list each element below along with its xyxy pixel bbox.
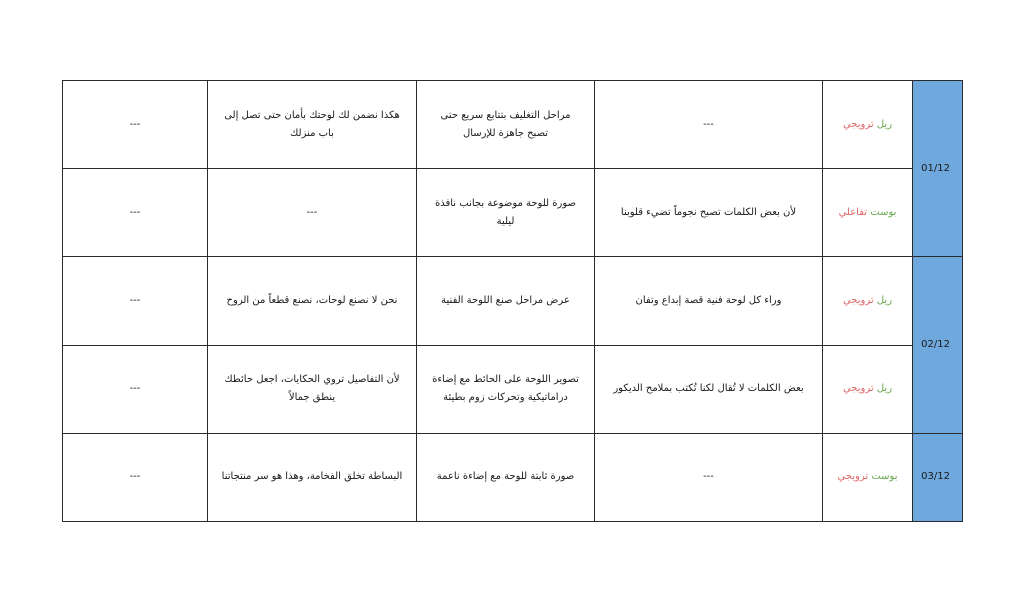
post-type-cell bbox=[823, 169, 913, 257]
copy-text-cell: لأن التفاصيل تروي الحكايات، اجعل حائطك ينطق جمالاً bbox=[208, 345, 417, 433]
post-type-cell bbox=[823, 81, 913, 169]
post-type-primary: ريل bbox=[876, 118, 893, 130]
post-type-secondary: ترويجي bbox=[837, 471, 869, 483]
table-row bbox=[63, 433, 963, 521]
table-row bbox=[63, 81, 963, 169]
post-type-primary: بوست bbox=[871, 471, 898, 483]
post-type-secondary: تفاعلي bbox=[838, 206, 868, 218]
notes-cell: --- bbox=[63, 345, 208, 433]
visual-description-cell: صورة للوحة موضوعة بجانب نافذة ليلية bbox=[417, 169, 595, 257]
date-cell: 02/12 bbox=[913, 257, 963, 433]
post-type-cell bbox=[823, 433, 913, 521]
visual-description-cell: عرض مراحل صنع اللوحة الفنية bbox=[417, 257, 595, 345]
notes-cell: --- bbox=[63, 257, 208, 345]
visual-description-cell: صورة ثابتة للوحة مع إضاءة ناعمة bbox=[417, 433, 595, 521]
caption-cell: وراء كل لوحة فنية قصة إبداع وتفان bbox=[595, 257, 823, 345]
table-row bbox=[63, 257, 963, 345]
post-type-cell bbox=[823, 257, 913, 345]
copy-text-cell: نحن لا نصنع لوحات، نصنع قطعاً من الروح bbox=[208, 257, 417, 345]
post-type-secondary: ترويجي bbox=[842, 118, 874, 130]
notes-cell: --- bbox=[63, 169, 208, 257]
copy-text-cell: --- bbox=[208, 169, 417, 257]
post-type-primary: ريل bbox=[876, 294, 893, 306]
visual-description-cell: مراحل التغليف بتتابع سريع حتى تصبح جاهزة للإرسال bbox=[417, 81, 595, 169]
copy-text-cell: البساطة تخلق الفخامة، وهذا هو سر منتجاتنا bbox=[208, 433, 417, 521]
caption-cell: لأن بعض الكلمات تصبح نجوماً تضيء قلوبنا bbox=[595, 169, 823, 257]
post-type-secondary: ترويجي bbox=[842, 294, 874, 306]
post-type-secondary: ترويجي bbox=[842, 383, 874, 395]
post-type-primary: بوست bbox=[870, 206, 897, 218]
notes-cell: --- bbox=[63, 81, 208, 169]
date-cell: 01/12 bbox=[913, 81, 963, 257]
table-row bbox=[63, 169, 963, 257]
post-type-cell bbox=[823, 345, 913, 433]
content-schedule-table bbox=[62, 80, 963, 522]
caption-cell: --- bbox=[595, 433, 823, 521]
caption-cell: بعض الكلمات لا تُقال لكنا تُكتب بملامح الديكور bbox=[595, 345, 823, 433]
table-row bbox=[63, 345, 963, 433]
post-type-primary: ريل bbox=[876, 383, 893, 395]
date-cell: 03/12 bbox=[913, 433, 963, 521]
copy-text-cell: هكذا نضمن لك لوحتك بأمان حتى تصل إلى باب منزلك bbox=[208, 81, 417, 169]
caption-cell: --- bbox=[595, 81, 823, 169]
visual-description-cell: تصوير اللوحة على الحائط مع إضاءة دراماتيكية وتحركات زوم بطيئة bbox=[417, 345, 595, 433]
notes-cell: --- bbox=[63, 433, 208, 521]
